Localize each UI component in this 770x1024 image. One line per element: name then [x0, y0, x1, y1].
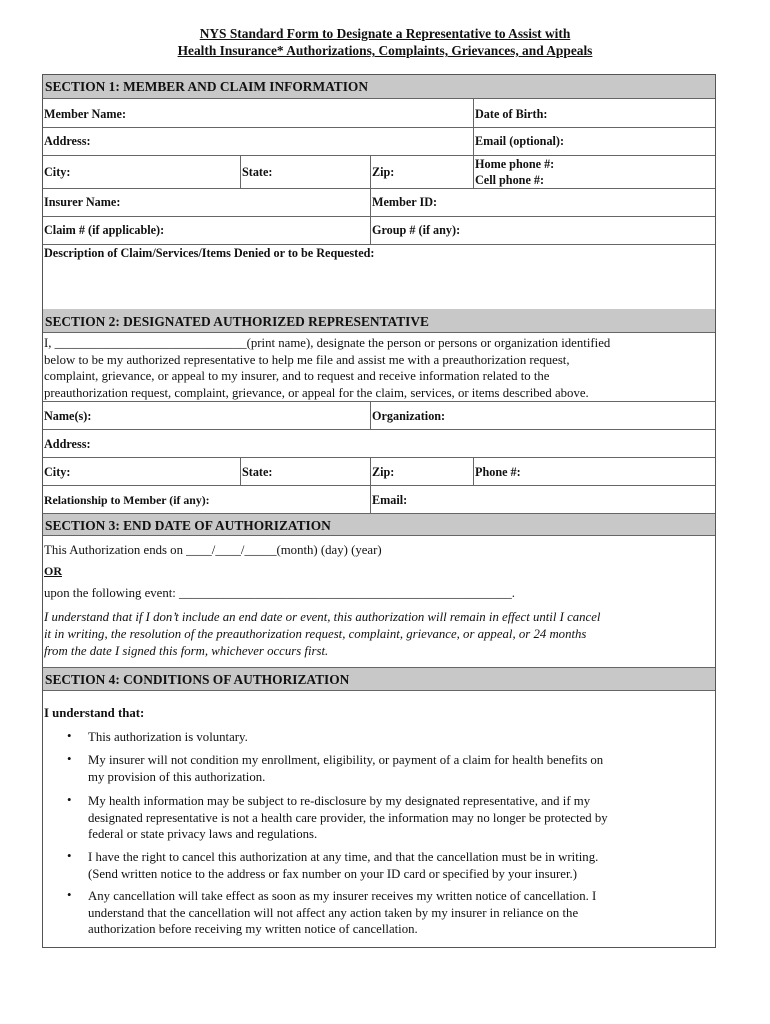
condition-4-line-1: I have the right to cancel this authorization at any time, and that the cancellation must be in writing.	[88, 850, 599, 864]
rep-phone-field[interactable]: Phone #:	[475, 465, 521, 479]
section-2-header: SECTION 2: DESIGNATED AUTHORIZED REPRESENTATIVE	[43, 309, 715, 333]
condition-item-3	[88, 793, 713, 843]
designation-line-2: below to be my authorized representative to help me file and assist me with a preauthorization request,	[44, 352, 570, 367]
email-optional-field[interactable]: Email (optional):	[475, 134, 565, 148]
bullet-icon: •	[67, 752, 72, 766]
condition-2-line-1: My insurer will not condition my enrollment, eligibility, or payment of a claim for health benefits on	[88, 753, 604, 767]
condition-5-line-1: Any cancellation will take effect as soon as my insurer receives my written notice of cancellation. I	[88, 889, 597, 903]
condition-item-5	[88, 888, 713, 938]
note-line-3: from the date I signed this form, whichever occurs first.	[44, 644, 329, 658]
condition-3-line-1: My health information may be subject to re-disclosure by my designated representative, and if my	[88, 794, 591, 808]
section-3-header: SECTION 3: END DATE OF AUTHORIZATION	[43, 513, 715, 536]
bullet-icon: •	[67, 888, 72, 902]
condition-2-line-2: my provision of this authorization.	[88, 769, 266, 784]
section-1-header: SECTION 1: MEMBER AND CLAIM INFORMATION	[43, 75, 715, 99]
or-label: OR	[44, 564, 62, 578]
condition-5-line-3: authorization before receiving my written notice of cancellation.	[88, 922, 418, 936]
member-address-field[interactable]: Address:	[44, 134, 91, 148]
condition-3-line-3: federal or state privacy laws and regulations.	[88, 827, 318, 841]
section-4-header: SECTION 4: CONDITIONS OF AUTHORIZATION	[43, 667, 715, 691]
claim-description-field[interactable]: Description of Claim/Services/Items Denied or to be Requested:	[44, 246, 375, 260]
end-event-line[interactable]: upon the following event: ____________________________________________________.	[44, 586, 515, 600]
form-table	[42, 74, 716, 948]
insurer-name-field[interactable]: Insurer Name:	[44, 195, 121, 209]
condition-item-4	[88, 849, 713, 882]
condition-5-line-2: understand that the cancellation will not affect any action taken by my insurer in reliance on the	[88, 905, 579, 920]
bullet-icon: •	[67, 849, 72, 863]
title-line-1: NYS Standard Form to Designate a Representative to Assist with	[199, 26, 571, 41]
condition-1-line-1: This authorization is voluntary.	[88, 730, 248, 744]
rep-address-field[interactable]: Address:	[44, 437, 91, 451]
designation-line-4: preauthorization request, complaint, grievance, or appeal for the claim, services, or items described above.	[44, 385, 589, 400]
cell-phone-field[interactable]: Cell phone #:	[475, 173, 545, 187]
relationship-field[interactable]: Relationship to Member (if any):	[44, 493, 210, 507]
bullet-icon: •	[67, 793, 72, 807]
condition-item-1	[88, 729, 713, 746]
member-zip-field[interactable]: Zip:	[372, 165, 395, 179]
rep-email-field[interactable]: Email:	[372, 493, 408, 507]
note-line-2: it in writing, the resolution of the preauthorization request, complaint, grievance, or appeal, or 24 months	[44, 627, 587, 641]
condition-4-line-2: (Send written notice to the address or fax number on your ID card or specified by your insurer.)	[88, 866, 577, 881]
member-city-field[interactable]: City:	[44, 165, 71, 179]
member-state-field[interactable]: State:	[242, 165, 273, 179]
member-id-field[interactable]: Member ID:	[372, 195, 438, 209]
form-title	[0, 25, 770, 59]
condition-item-2	[88, 752, 713, 785]
group-number-field[interactable]: Group # (if any):	[372, 223, 461, 237]
rep-organization-field[interactable]: Organization:	[372, 409, 446, 423]
designation-line-1: I, ______________________________(print name), designate the person or persons or organization identified	[44, 336, 611, 350]
bullet-icon: •	[67, 729, 72, 743]
rep-names-field[interactable]: Name(s):	[44, 409, 92, 423]
rep-city-field[interactable]: City:	[44, 465, 71, 479]
home-phone-field[interactable]: Home phone #:	[475, 157, 555, 171]
condition-3-line-2: designated representative is not a health care provider, the information may no longer be protected by	[88, 810, 608, 825]
end-date-line[interactable]: This Authorization ends on ____/____/_____(month) (day) (year)	[44, 543, 382, 557]
member-name-field[interactable]: Member Name:	[44, 107, 127, 121]
rep-zip-field[interactable]: Zip:	[372, 465, 395, 479]
rep-state-field[interactable]: State:	[242, 465, 273, 479]
conditions-intro: I understand that:	[44, 706, 145, 720]
designation-line-3: complaint, grievance, or appeal to my insurer, and to request and receive information related to the	[44, 369, 550, 383]
claim-number-field[interactable]: Claim # (if applicable):	[44, 223, 165, 237]
note-line-1: I understand that if I don’t include an end date or event, this authorization will remain in effect until I cancel	[44, 610, 601, 624]
date-of-birth-field[interactable]: Date of Birth:	[475, 107, 548, 121]
title-line-2: Health Insurance* Authorizations, Complaints, Grievances, and Appeals	[177, 43, 593, 58]
